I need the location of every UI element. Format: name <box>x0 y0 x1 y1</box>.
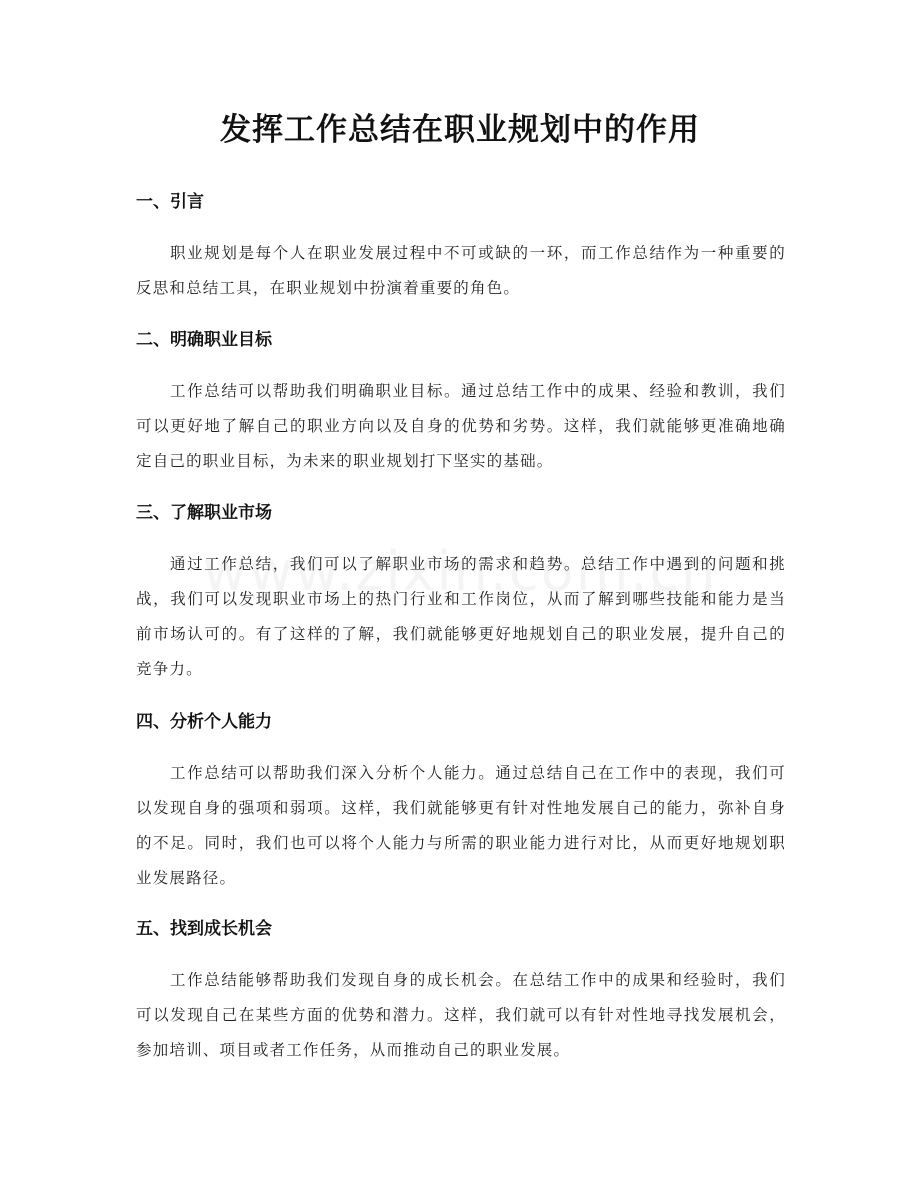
section-heading-personal-ability: 四、分析个人能力 <box>136 712 272 732</box>
section-body-personal-ability: 工作总结可以帮助我们深入分析个人能力。通过总结自己在工作中的表现，我们可以发现自身的强项和弱项。这样，我们就能够更有针对性地发展自己的能力，弥补自身的不足。同时，我们也可以将个人能力与所需的职业能力进行对比，从而更好地规划职业发展路径。 <box>136 764 786 887</box>
section-body-job-market: 通过工作总结，我们可以了解职业市场的需求和趋势。总结工作中遇到的问题和挑战，我们可以发现职业市场上的热门行业和工作岗位，从而了解到哪些技能和能力是当前市场认可的。有了这样的了解，我们就能够更好地规划自己的职业发展，提升自己的竞争力。 <box>136 555 786 678</box>
section-heading-job-market: 三、了解职业市场 <box>136 503 272 523</box>
section-body-career-goal: 工作总结可以帮助我们明确职业目标。通过总结工作中的成果、经验和教训，我们可以更好地了解自己的职业方向以及自身的优势和劣势。这样，我们就能够更准确地确定自己的职业目标，为未来的职业规划打下坚实的基础。 <box>136 382 786 470</box>
document-title: 发挥工作总结在职业规划中的作用 <box>220 112 700 148</box>
section-body-growth: 工作总结能够帮助我们发现自身的成长机会。在总结工作中的成果和经验时，我们可以发现自己在某些方面的优势和潜力。这样，我们就可以有针对性地寻找发展机会，参加培训、项目或者工作任务，从而推动自己的职业发展。 <box>136 971 786 1059</box>
section-body-intro: 职业规划是每个人在职业发展过程中不可或缺的一环，而工作总结作为一种重要的反思和总结工具，在职业规划中扮演着重要的角色。 <box>136 244 786 297</box>
section-heading-growth: 五、找到成长机会 <box>136 919 272 939</box>
section-heading-career-goal: 二、明确职业目标 <box>136 330 272 350</box>
section-heading-intro: 一、引言 <box>136 192 204 212</box>
